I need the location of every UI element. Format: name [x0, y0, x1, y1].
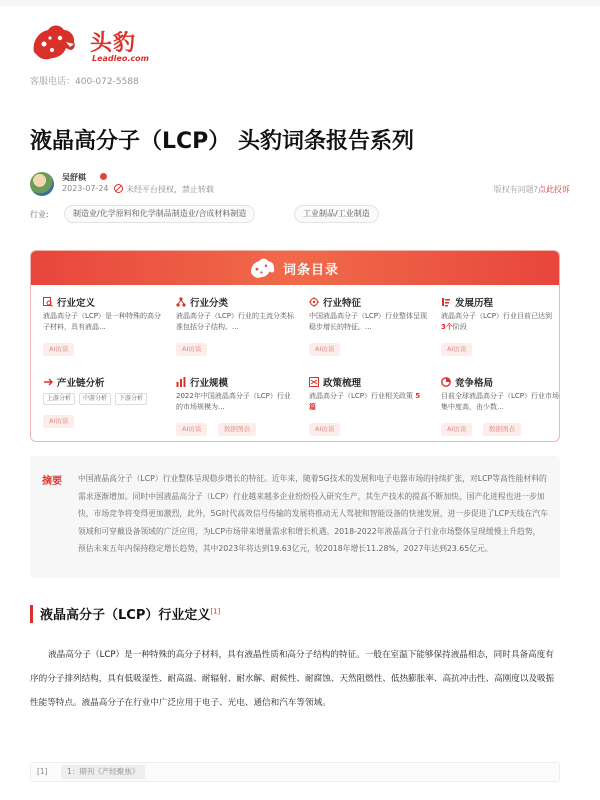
toc-item-title: 行业定义 — [57, 298, 96, 309]
section-body: 液晶高分子（LCP）是一种特殊的高分子材料，具有液晶性质和高分子结构的特征。一般在室温下能够保持液晶相态，同时具备高度有序的分子排列结构，具有低吸湿性、耐高温、耐辐射、耐水解、耐候性、耐腐蚀、天然阻燃性、低热膨胀率、高抗冲击性、高刚度以及吸振性能等特点。液晶高分子在行业中广泛应用于电子、光电、通信和汽车等领域。 — [30, 650, 555, 708]
ai-interview-tag[interactable]: AI访谈 — [43, 415, 74, 428]
avatar[interactable] — [30, 172, 54, 196]
toc-item-competition[interactable] — [441, 375, 560, 442]
toc-item-desc — [441, 311, 559, 333]
toc-header — [31, 251, 559, 285]
policy-icon — [309, 377, 319, 387]
chain-icon — [43, 377, 53, 387]
toc-panel — [30, 250, 560, 442]
pie-icon — [441, 377, 451, 387]
copyright-notice: 未经平台授权，禁止转载 — [126, 185, 214, 194]
verified-badge-icon — [100, 173, 107, 180]
author-row — [30, 172, 570, 200]
target-icon — [309, 297, 319, 307]
toc-item-desc-text: 液晶高分子（LCP）是一种特殊的高分子材料，具有液晶... — [43, 312, 162, 331]
toc-item-definition[interactable] — [43, 295, 173, 365]
toc-item-desc-tail: 阶段 — [452, 323, 467, 331]
section-title-text: 液晶高分子（LCP）行业定义 — [40, 608, 211, 623]
brand-name-en: Leadleo.com — [92, 54, 149, 63]
ai-interview-tag[interactable]: AI访谈 — [441, 423, 472, 436]
toc-item-desc — [176, 391, 294, 413]
abstract-box — [30, 456, 560, 578]
author-name[interactable]: 吴舒棋 — [62, 173, 86, 182]
toc-item-desc — [309, 311, 427, 333]
report-question: 版权有问题? — [493, 185, 538, 194]
ai-interview-tag[interactable]: AI访谈 — [309, 423, 340, 436]
abstract-text: 中国液晶高分子（LCP）行业整体呈现稳步增长的特征。近年来，随着5G技术的发展和电子电器市场的持续扩张，对LCP等高性能材料的需求逐渐增加。同时中国液晶高分子（LCP）行业越来越多企业纷纷投入研究生产，其生产技术的提高不断加快，国产化进程也进一步加快，市场竞争将变得更加激烈，此外，5G时代高效信号传输的发展将推动无人驾驶和智能设备的快速发展，进一步促进了LCP天线在汽车领域和可穿戴设备领域的广泛应用，为LCP市场带来增量需求和增长机遇。2018-2022年液晶高分子行业市场整体呈现缓慢上升趋势，预估未来五年内保持稳定增长趋势，其中2023年将达到19.63亿元，较2018年增长11.28%，2027年达到23.65亿元。 — [78, 474, 548, 553]
toc-item-title: 产业链分析 — [57, 378, 105, 389]
abstract-label: 摘要 — [42, 476, 62, 487]
report-link[interactable]: 点此投诉 — [538, 185, 570, 194]
toc-item-characteristics[interactable] — [309, 295, 439, 365]
toc-item-desc — [441, 391, 559, 413]
ai-interview-tag[interactable]: AI访谈 — [43, 343, 74, 356]
midstream-tag[interactable]: 中游分析 — [79, 393, 111, 405]
downstream-tag[interactable]: 下游分析 — [115, 393, 147, 405]
report-copyright — [494, 184, 570, 195]
section-title — [40, 604, 220, 623]
ai-interview-tag[interactable]: AI访谈 — [309, 343, 340, 356]
toc-item-classification[interactable] — [176, 295, 306, 365]
search-doc-icon — [43, 297, 53, 307]
industry-row — [30, 205, 570, 225]
toc-item-title: 政策梳理 — [323, 378, 362, 389]
toc-item-desc — [43, 311, 161, 333]
top-strip — [0, 0, 600, 6]
toc-item-title: 行业特征 — [323, 298, 362, 309]
toc-item-market-size[interactable] — [176, 375, 306, 442]
toc-item-desc-text: 2022年中国液晶高分子（LCP）行业的市场规模为... — [176, 392, 291, 411]
toc-item-desc-text: 液晶高分子（LCP）行业相关政策 — [309, 392, 416, 400]
policy-count: 5篇 — [309, 392, 421, 411]
data-chart-tag[interactable]: 数据图表 — [218, 423, 256, 436]
ai-interview-tag[interactable]: AI访谈 — [176, 423, 207, 436]
reference-marker[interactable]: [1] — [210, 607, 221, 616]
brand-logo[interactable] — [30, 18, 150, 68]
section-accent-bar — [30, 605, 33, 623]
toc-item-title: 行业规模 — [190, 378, 229, 389]
brand-name-cn: 头豹 — [90, 31, 137, 56]
toc-item-title: 竞争格局 — [455, 378, 494, 389]
toc-item-desc-text: 液晶高分子（LCP）行业目前已达到 — [441, 312, 553, 320]
footnote-number: [1] — [37, 767, 48, 776]
toc-item-desc-text: 中国液晶高分子（LCP）行业整体呈现稳步增长的特征。... — [309, 312, 428, 331]
industry-tag[interactable]: 工业制品/工业制造 — [294, 205, 379, 223]
toc-title: 词条目录 — [283, 263, 340, 278]
toc-item-history[interactable] — [441, 295, 560, 365]
data-chart-tag[interactable]: 数据图表 — [483, 423, 521, 436]
toc-item-desc — [309, 391, 427, 413]
footnote-box — [30, 762, 560, 782]
no-repost-icon — [114, 184, 123, 193]
bar-chart-icon — [176, 377, 186, 387]
ai-interview-tag[interactable]: AI访谈 — [176, 343, 207, 356]
timeline-icon — [441, 297, 451, 307]
toc-item-desc-text: 液晶高分子（LCP）行业的主流分类标准包括分子结构、... — [176, 312, 295, 331]
toc-item-desc-text: 目前全球液晶高分子（LCP）行业市场集中度高，由少数... — [441, 392, 560, 411]
hierarchy-icon — [176, 297, 186, 307]
industry-tag[interactable]: 制造业/化学原料和化学制品制造业/合成材料制造 — [64, 205, 255, 223]
leopard-logo-icon — [30, 22, 76, 62]
ai-interview-tag[interactable]: AI访谈 — [441, 343, 472, 356]
service-phone: 客服电话：400-072-5588 — [30, 77, 139, 87]
toc-item-policy[interactable] — [309, 375, 439, 442]
page-title: 液晶高分子（LCP） 头豹词条报告系列 — [30, 129, 414, 154]
toc-item-title: 发展历程 — [455, 298, 494, 309]
footnote-source[interactable]: 1：期刊《产经聚焦》 — [61, 765, 145, 779]
publish-date: 2023-07-24 — [62, 184, 109, 193]
industry-label: 行业: — [30, 210, 49, 219]
stage-count: 3个 — [441, 323, 453, 331]
toc-item-desc — [176, 311, 294, 333]
toc-item-title: 行业分类 — [190, 298, 229, 309]
leopard-logo-icon — [249, 256, 275, 280]
toc-item-industry-chain[interactable] — [43, 375, 173, 442]
upstream-tag[interactable]: 上游分析 — [43, 393, 75, 405]
